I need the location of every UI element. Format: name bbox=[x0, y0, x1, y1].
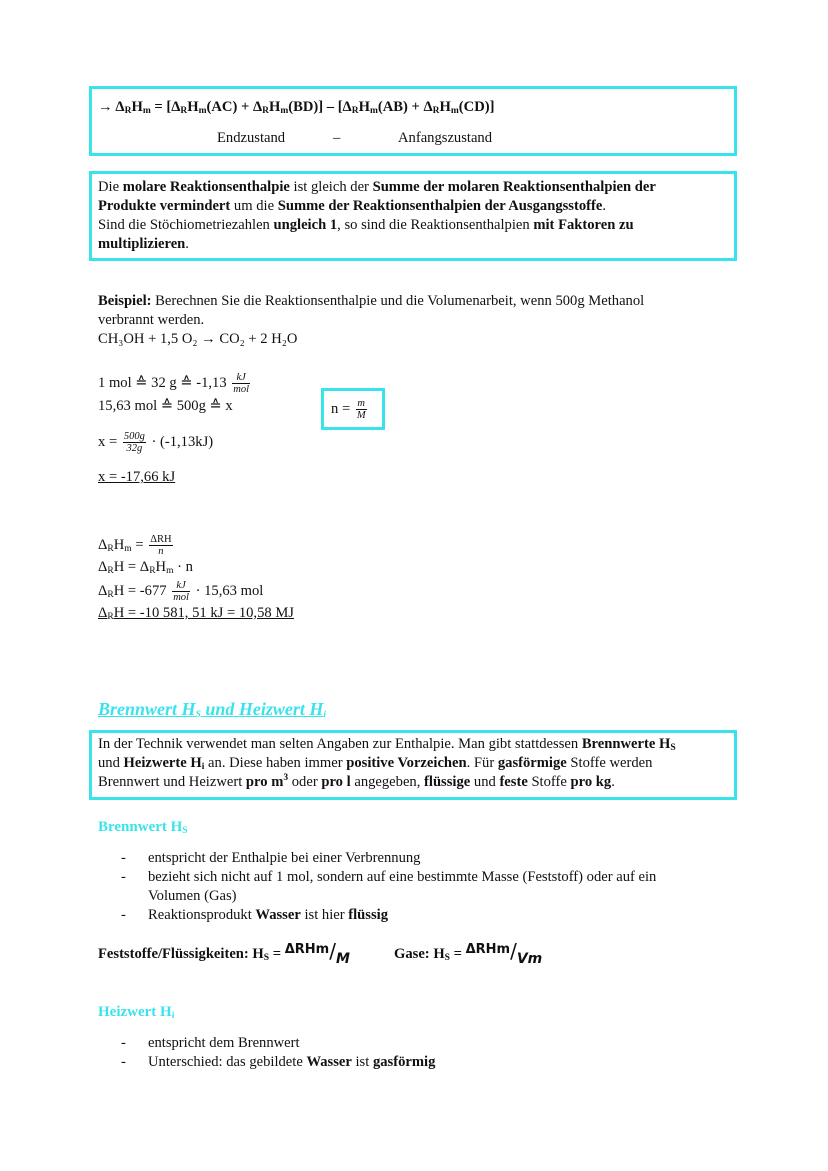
list-item: - Reaktionsprodukt Wasser ist hier flüssig bbox=[121, 907, 389, 923]
technik-line-3: Brennwert und Heizwert pro $m^3$ oder pro l angegeben, flüssige und feste Stoffe pro kg. bbox=[98, 773, 615, 790]
list-item: - Unterschied: das gebildete Wasser ist gasförmig bbox=[121, 1054, 436, 1070]
brennwert-formula-solid: Feststoffe/Flüssigkeiten: $H_S = \Delta RHm/M$ bbox=[98, 939, 350, 967]
definition-line-4: multiplizieren. bbox=[98, 236, 189, 252]
x-calculation: x = $\frac{500g}{32g}$ · (-1,13kJ) bbox=[98, 431, 214, 454]
list-item: - entspricht der Enthalpie bei einer Verbrennung bbox=[121, 850, 421, 866]
technik-line-2: und Heizwerte $H_i$ an. Diese haben immer positive Vorzeichen. Für gasförmige Stoffe werden bbox=[98, 755, 653, 772]
enthalpy-def: $\Delta_RH_m$ = $\frac{\text{ΔRH}}{n}$ bbox=[98, 534, 172, 557]
enthalpy-rearranged: $\Delta_RH = \Delta_RH_m \cdot n$ bbox=[98, 559, 193, 576]
example-line-2: verbrannt werden. bbox=[98, 312, 205, 328]
heizwert-heading: Heizwert $H_i$ bbox=[98, 1004, 175, 1021]
list-item: - bezieht sich nicht auf 1 mol, sondern auf eine bestimmte Masse (Feststoff) oder auf ein bbox=[121, 869, 657, 885]
enthalpy-result: $\Delta_RH = -10$ 581, 51 kJ = 10,58 MJ bbox=[98, 605, 294, 622]
arrow-icon: → bbox=[98, 99, 113, 115]
label-anfangszustand: Anfangszustand bbox=[398, 130, 493, 146]
example-line-1: Beispiel: Berechnen Sie die Reaktionsenthalpie und die Volumenarbeit, wenn 500g Methanol bbox=[98, 293, 645, 309]
section-heading: Brennwert $H_S$ und Heizwert $H_i$ bbox=[98, 699, 326, 720]
mol-relation-1: 1 mol ≙ 32 g ≙ -1,13 $\frac{kJ}{\text{mol}}$ bbox=[98, 372, 250, 395]
list-item: - entspricht dem Brennwert bbox=[121, 1035, 300, 1051]
mol-relation-2: 15,63 mol ≙ 500g ≙ x bbox=[98, 398, 233, 414]
reaction-equation: CH₃OH + 1,5 O₂ → CO₂ + 2 H₂O bbox=[98, 331, 298, 347]
label-dash: – bbox=[333, 130, 341, 146]
reaction-enthalpy-formula: → $\Delta_RH_m = [\Delta_RH_m(AC) + \Delta_RH_m(BD)] - [\Delta_RH_m(AB) + \Delta_RH_m(CD)]$ bbox=[98, 99, 495, 116]
definition-line-2: Produkte vermindert um die Summe der Reaktionsenthalpien der Ausgangsstoffe. bbox=[98, 198, 606, 214]
x-result: x = -17,66 kJ bbox=[98, 469, 176, 485]
definition-line-1: Die molare Reaktionsenthalpie ist gleich der Summe der molaren Reaktionsenthalpien der bbox=[98, 179, 656, 195]
technik-line-1: In der Technik verwendet man selten Angaben zur Enthalpie. Man gibt stattdessen Brennwerte $H_S$ bbox=[98, 736, 676, 753]
enthalpy-substituted: $\Delta_RH = -677$ $\frac{kJ}{\text{mol}}$ · 15,63 mol bbox=[98, 580, 264, 603]
definition-line-3: Sind die Stöchiometriezahlen ungleich 1, so sind die Reaktionsenthalpien mit Faktoren zu bbox=[98, 217, 634, 233]
brennwert-formula-gas: Gase: $H_S = \Delta RHm/Vm$ bbox=[394, 939, 543, 967]
label-endzustand: Endzustand bbox=[217, 130, 286, 146]
molar-mass-formula: n = $\frac{m}{M}$ bbox=[331, 398, 366, 421]
brennwert-heading: Brennwert $H_S$ bbox=[98, 819, 188, 836]
list-item-continuation: Volumen (Gas) bbox=[148, 888, 237, 904]
